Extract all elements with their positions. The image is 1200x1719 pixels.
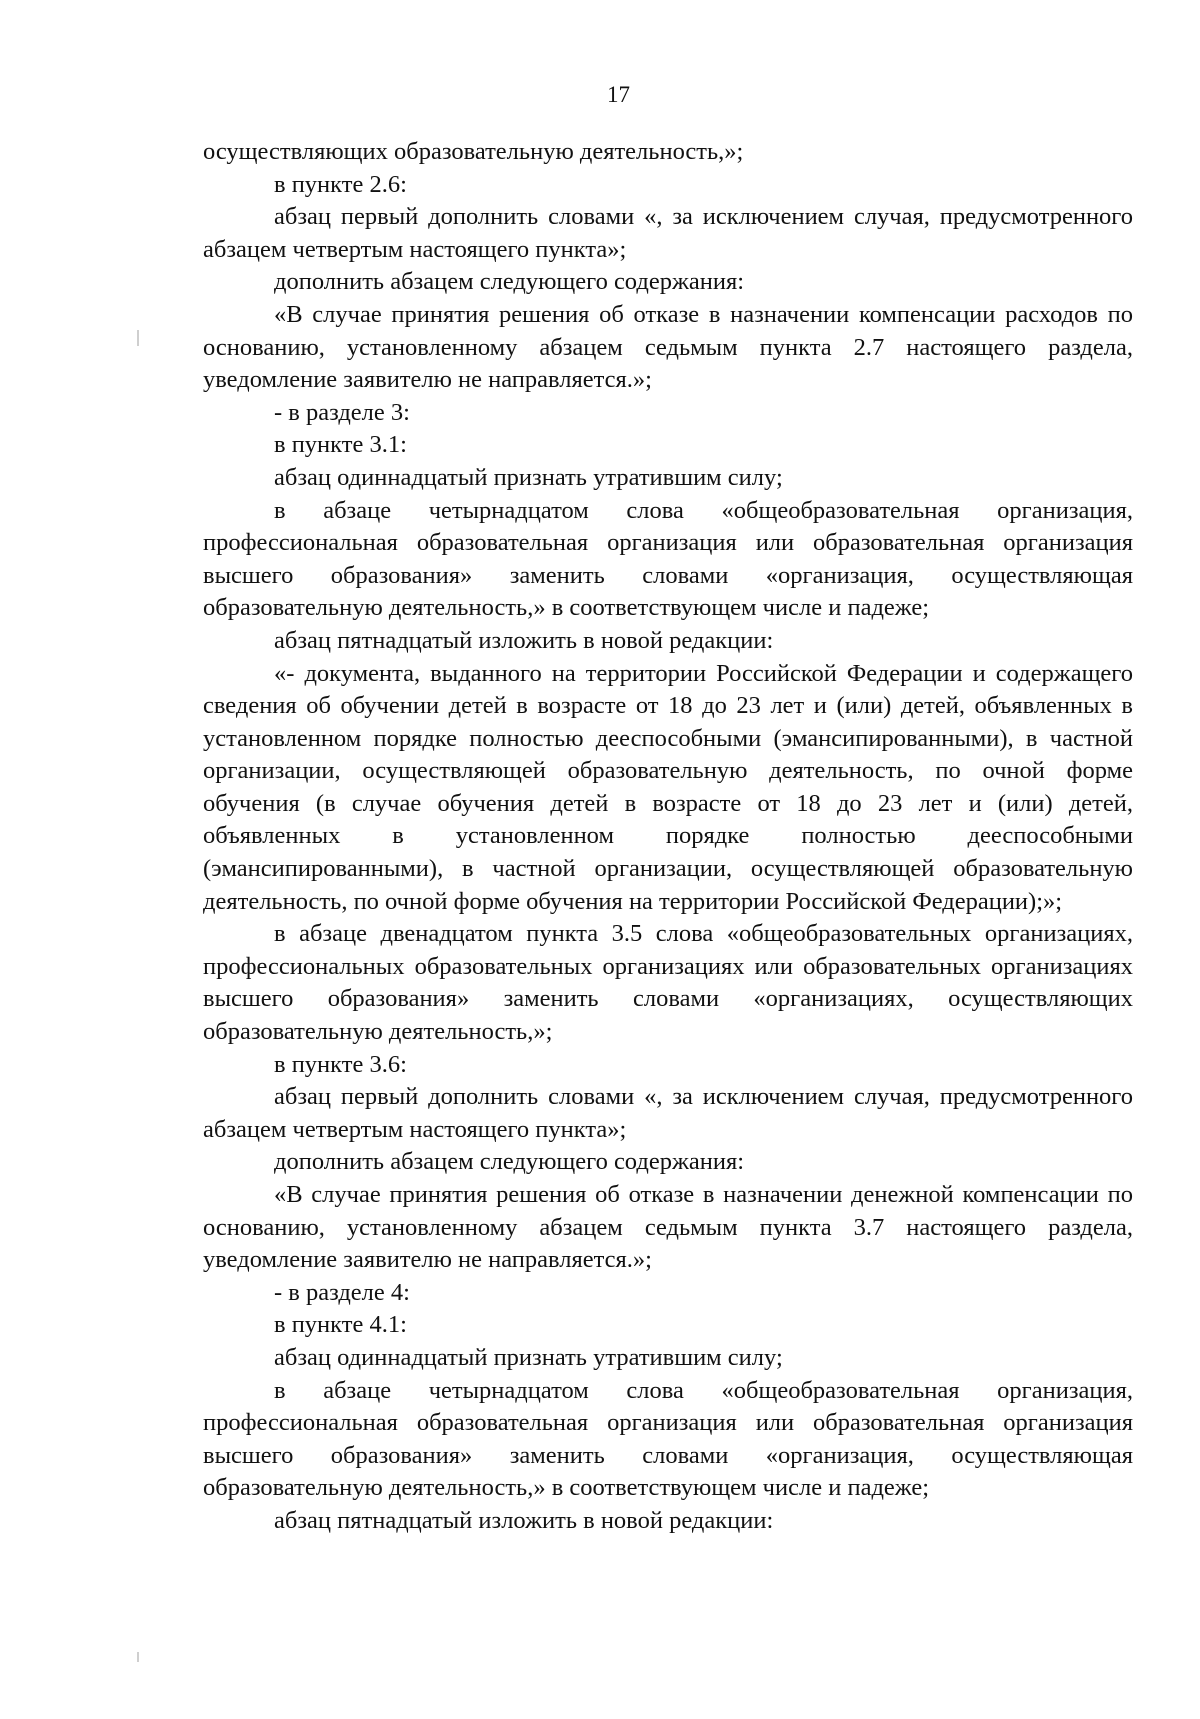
paragraph: абзац одиннадцатый признать утратившим силу; (274, 463, 783, 491)
paragraph: «- документа, выданного на территории Российской Федерации и содержащего сведения об обучении детей в возрасте от 18 до 23 лет и (или) детей, объявленных в установленном порядке полностью дееспособными (эмансипированными), в частной организации, осуществляющей образовательную деятельность, по очной форме обучения (в случае обучения детей в возрасте от 18 до 23 лет и (или) детей, объявленных в установленном порядке полностью дееспособными (эмансипированными), в частной организации, осуществляющей образовательную деятельность, по очной форме обучения на территории Российской Федерации);»; (203, 659, 1133, 915)
paragraph: в абзаце четырнадцатом слова «общеобразовательная организация, профессиональная образовательная организация или образовательная организация высшего образования» заменить словами «организация, осуществляющая образовательную деятельность,» в соответствующем числе и падеже; (203, 496, 1133, 622)
paragraph: абзац первый дополнить словами «, за исключением случая, предусмотренного абзацем четвертым настоящего пункта»; (203, 203, 1133, 263)
paragraph: дополнить абзацем следующего содержания: (274, 1148, 745, 1176)
document-body (203, 136, 1133, 1538)
paragraph: в пункте 3.6: (274, 1050, 407, 1078)
scan-mark (137, 1652, 139, 1662)
paragraph: абзац первый дополнить словами «, за исключением случая, предусмотренного абзацем четвертым настоящего пункта»; (203, 1083, 1133, 1143)
paragraph: абзац пятнадцатый изложить в новой редакции: (274, 1506, 774, 1534)
paragraph: абзац одиннадцатый признать утратившим силу; (274, 1343, 783, 1371)
paragraph: в пункте 4.1: (274, 1311, 407, 1339)
paragraph: в пункте 3.1: (274, 431, 407, 459)
paragraph: - в разделе 3: (274, 398, 410, 426)
paragraph: осуществляющих образовательную деятельность,»; (203, 138, 744, 165)
paragraph: в пункте 2.6: (274, 170, 407, 198)
paragraph: дополнить абзацем следующего содержания: (274, 268, 745, 296)
paragraph: - в разделе 4: (274, 1278, 410, 1306)
paragraph: в абзаце четырнадцатом слова «общеобразовательная организация, профессиональная образовательная организация или образовательная организация высшего образования» заменить словами «организация, осуществляющая образовательную деятельность,» в соответствующем числе и падеже; (203, 1376, 1133, 1502)
paragraph: «В случае принятия решения об отказе в назначении компенсации расходов по основанию, установленному абзацем седьмым пункта 2.7 настоящего раздела, уведомление заявителю не направляется.»; (203, 300, 1133, 394)
paragraph: «В случае принятия решения об отказе в назначении денежной компенсации по основанию, установленному абзацем седьмым пункта 3.7 настоящего раздела, уведомление заявителю не направляется.»; (203, 1181, 1133, 1274)
paragraph: в абзаце двенадцатом пункта 3.5 слова «общеобразовательных организациях, профессиональных образовательных организациях или образовательных организациях высшего образования» заменить словами «организациях, осуществляющих образовательную деятельность,»; (203, 920, 1133, 1046)
page-number: 17 (607, 82, 630, 107)
paragraph: абзац пятнадцатый изложить в новой редакции: (274, 626, 774, 654)
scan-mark (137, 330, 139, 346)
